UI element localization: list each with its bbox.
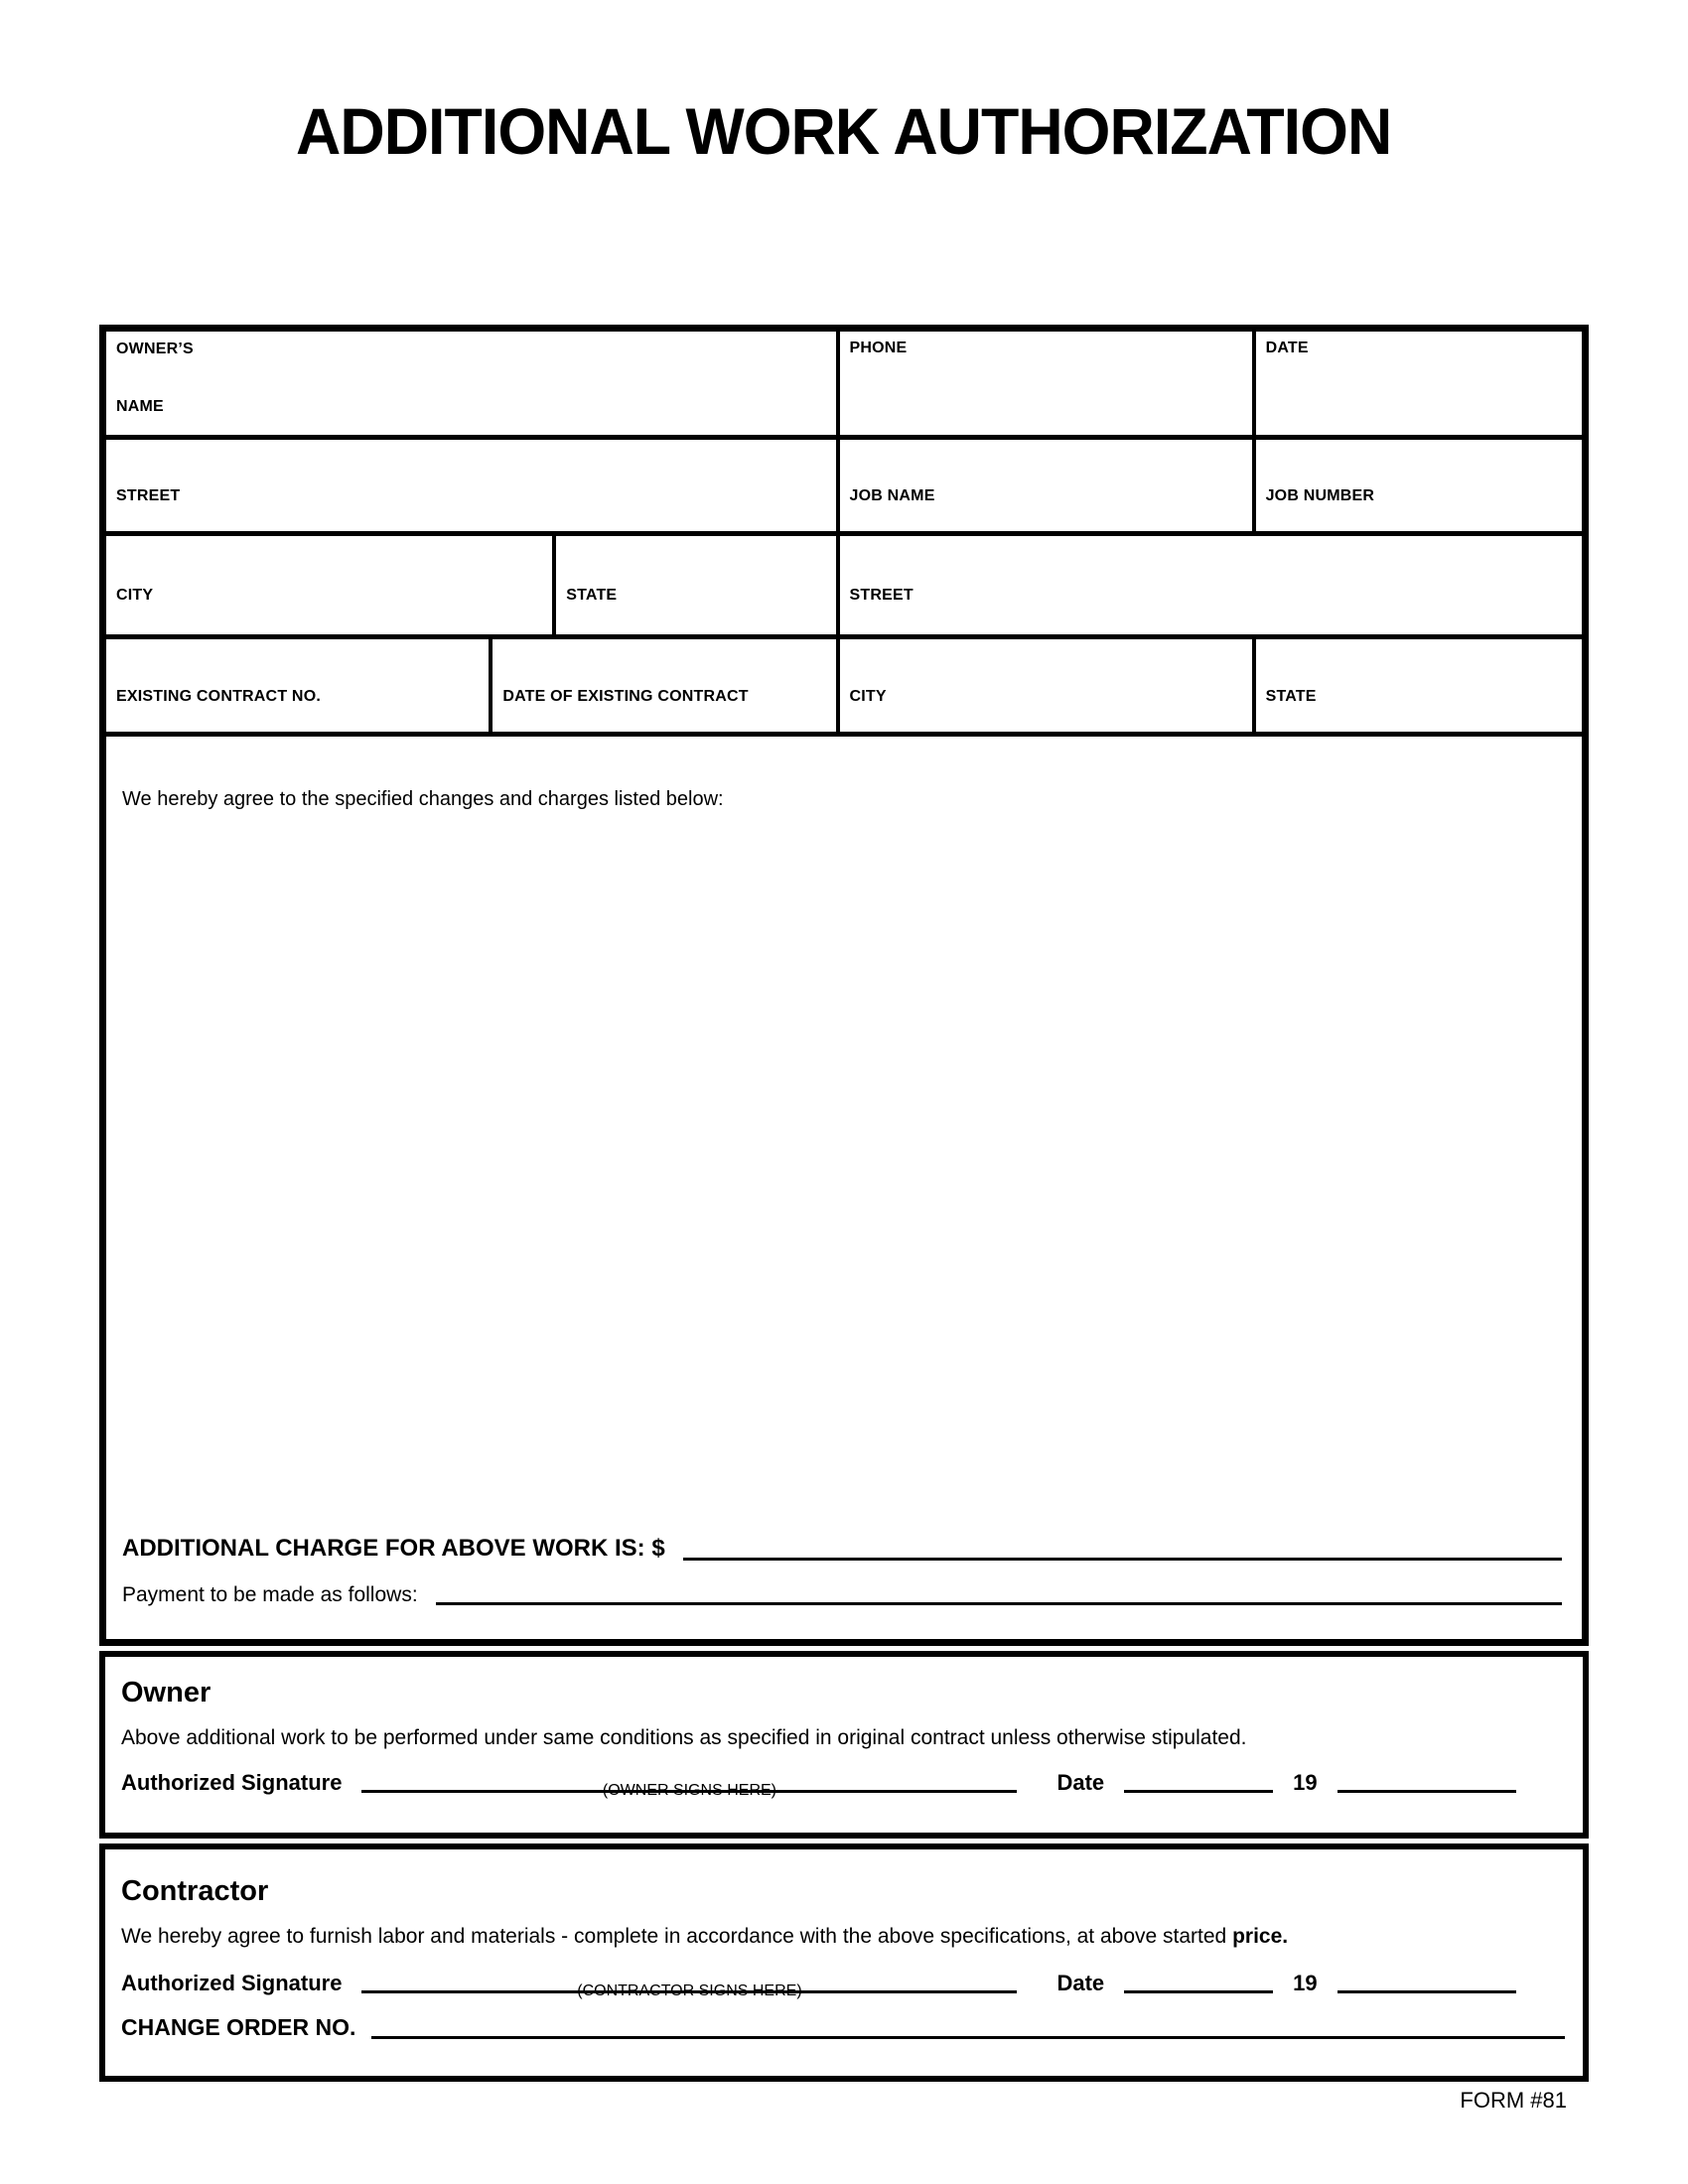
owner-signs-here-hint: (OWNER SIGNS HERE) [602,1782,777,1799]
info-table [99,325,1589,1646]
contractor-date-label: Date [1056,1971,1105,1995]
contractor-section [99,1843,1589,2082]
additional-charge-field[interactable] [683,1534,1562,1561]
existing-contract-no-label: EXISTING CONTRACT NO. [116,688,321,705]
owner-name-label-line1: OWNER’S [116,341,194,357]
agreement-note: We hereby agree to the specified changes and charges listed below: [122,788,724,810]
owner-street-label: STREET [116,487,181,504]
existing-contract-date-cell[interactable] [492,639,839,732]
job-name-cell[interactable] [840,440,1256,531]
table-row-city [106,536,1582,639]
owner-city-label: CITY [116,587,154,604]
owner-name-label-line2: NAME [116,398,164,415]
form-number: FORM #81 [1460,2088,1567,2113]
table-row-contract [106,639,1582,737]
owner-date-label: Date [1056,1770,1105,1795]
owner-state-label: STATE [566,587,618,604]
existing-contract-date-label: DATE OF EXISTING CONTRACT [502,688,749,705]
job-street-cell[interactable] [840,536,1582,634]
contractor-terms-prefix: We hereby agree to furnish labor and materials - complete in accordance with the above specifications, at above started [121,1925,1233,1948]
table-row-street [106,440,1582,536]
change-order-field[interactable] [371,2012,1565,2039]
job-name-label: JOB NAME [849,487,935,504]
owner-signature-row [121,1764,1567,1799]
job-city-label: CITY [849,688,887,705]
owner-signature-field[interactable] [361,1764,1017,1799]
contractor-date-field[interactable] [1124,1965,1273,1993]
page-title [99,0,1589,167]
page-title-text: ADDITIONAL WORK AUTHORIZATION [296,94,1392,168]
owner-city-cell[interactable] [106,536,556,634]
job-street-label: STREET [849,587,914,604]
work-section [106,737,1582,1639]
owner-state-cell[interactable] [556,536,839,634]
owner-terms-text: Above additional work to be performed under same conditions as specified in original contract unless otherwise stipulated. [121,1726,1247,1749]
additional-charge-row [122,1534,1566,1563]
contractor-year-field[interactable] [1337,1965,1516,1993]
phone-label: PHONE [849,340,908,356]
change-order-label: CHANGE ORDER NO. [121,2014,356,2040]
contractor-signature-label: Authorized Signature [121,1971,343,1995]
owner-signature-label: Authorized Signature [121,1770,343,1795]
job-state-label: STATE [1265,688,1317,705]
owner-year-field[interactable] [1337,1764,1516,1793]
owner-street-cell[interactable] [106,440,840,531]
owner-name-cell[interactable] [106,332,840,435]
contractor-section-heading: Contractor [121,1875,269,1907]
additional-charge-label: ADDITIONAL CHARGE FOR ABOVE WORK IS: $ [122,1535,665,1562]
date-label: DATE [1265,340,1309,356]
work-description-area[interactable] [122,811,1566,1534]
job-number-label: JOB NUMBER [1265,487,1375,504]
owner-year-prefix: 19 [1293,1770,1318,1795]
job-state-cell[interactable] [1256,639,1582,732]
owner-date-field[interactable] [1124,1764,1273,1793]
payment-terms-label: Payment to be made as follows: [122,1583,418,1606]
job-city-cell[interactable] [840,639,1256,732]
owner-section-heading: Owner [121,1677,211,1708]
existing-contract-no-cell[interactable] [106,639,492,732]
date-cell[interactable] [1256,332,1582,435]
payment-terms-field[interactable] [436,1578,1562,1605]
table-row-owner [106,332,1582,440]
contractor-signature-field[interactable] [361,1965,1017,1999]
contractor-signs-here-hint: (CONTRACTOR SIGNS HERE) [577,1982,802,1999]
payment-terms-row [122,1578,1566,1607]
contractor-terms-text [121,1925,1567,1949]
owner-section [99,1651,1589,1839]
contractor-terms-price: price. [1232,1925,1289,1948]
change-order-row [121,2012,1567,2041]
contractor-year-prefix: 19 [1293,1971,1318,1995]
phone-cell[interactable] [840,332,1256,435]
contractor-signature-row [121,1965,1567,1999]
job-number-cell[interactable] [1256,440,1582,531]
